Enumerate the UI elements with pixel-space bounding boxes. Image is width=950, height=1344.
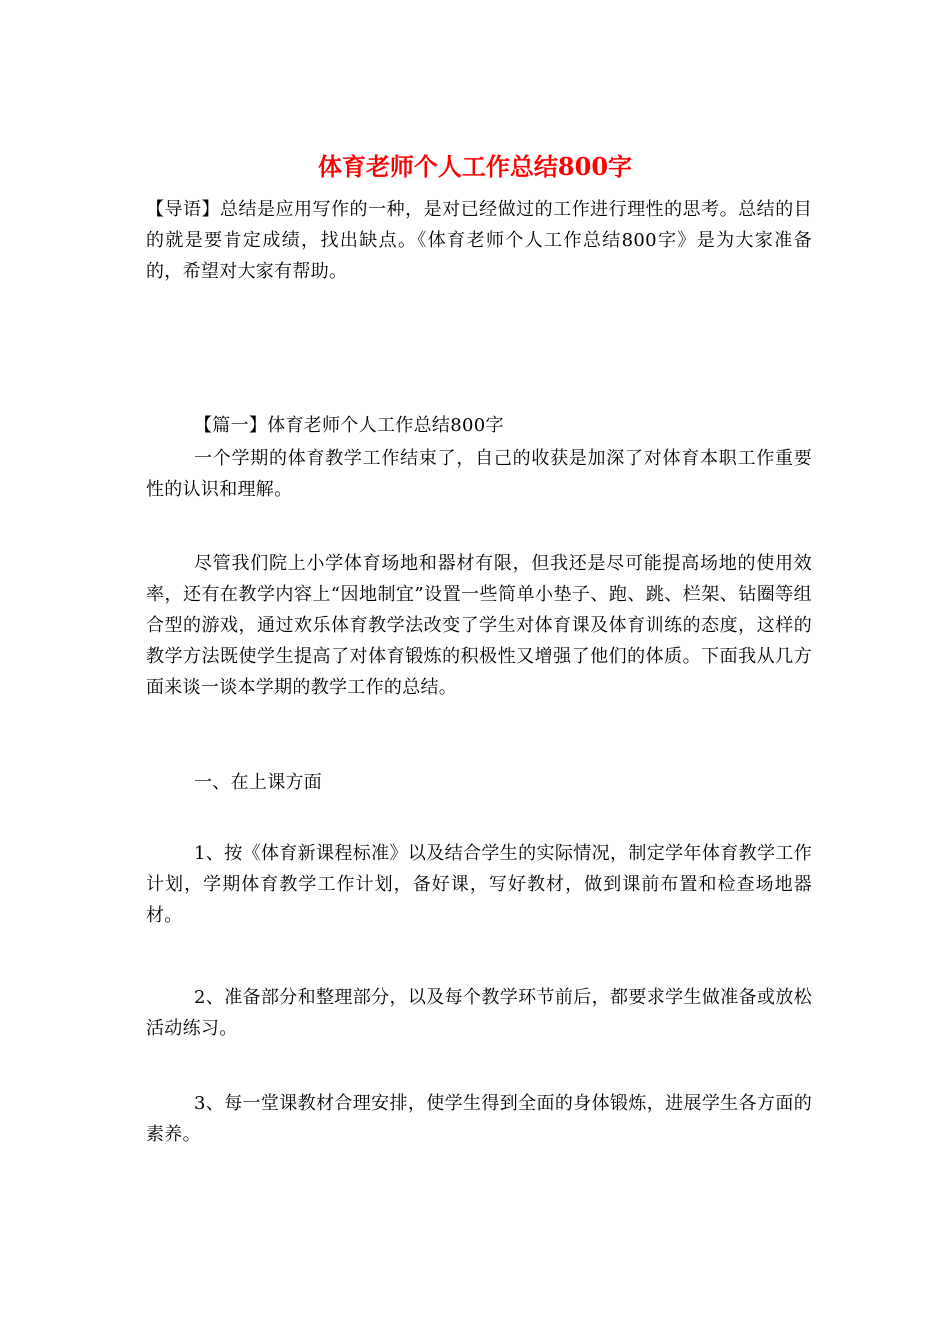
body-paragraph-3: 1、按《体育新课程标准》以及结合学生的实际情况，制定学年体育教学工作计划，学期体育教学工作计划，备好课，写好教材，做到课前布置和检查场地器材。 [146,843,812,926]
body-paragraph-1: 一个学期的体育教学工作结束了，自己的收获是加深了对体育本职工作重要性的认识和理解。 [146,448,812,500]
body-paragraph-4: 2、准备部分和整理部分，以及每个教学环节前后，都要求学生做准备或放松活动练习。 [146,987,812,1039]
body-paragraph-5: 3、每一堂课教材合理安排，使学生得到全面的身体锻炼，进展学生各方面的素养。 [146,1093,812,1145]
document-title: 体育老师个人工作总结800字 [317,152,633,181]
intro-paragraph: 【导语】总结是应用写作的一种，是对已经做过的工作进行理性的思考。总结的目的就是要肯定成绩，找出缺点。《体育老师个人工作总结800字》是为大家准备的，希望对大家有帮助。 [146,199,812,282]
section-heading: 【篇一】体育老师个人工作总结800字 [194,415,504,436]
body-paragraph-2: 尽管我们院上小学体育场地和器材有限，但我还是尽可能提高场地的使用效率，还有在教学内容上“因地制宜”设置一些简单小垫子、跑、跳、栏架、钻圈等组合型的游戏，通过欢乐体育教学法改变了学生对体育课及体育训练的态度，这样的教学方法既使学生提高了对体育锻炼的积极性又增强了他们的体质。下面我从几方面来谈一谈本学期的教学工作的总结。 [146,553,812,698]
subsection-heading: 一、在上课方面 [194,772,323,793]
